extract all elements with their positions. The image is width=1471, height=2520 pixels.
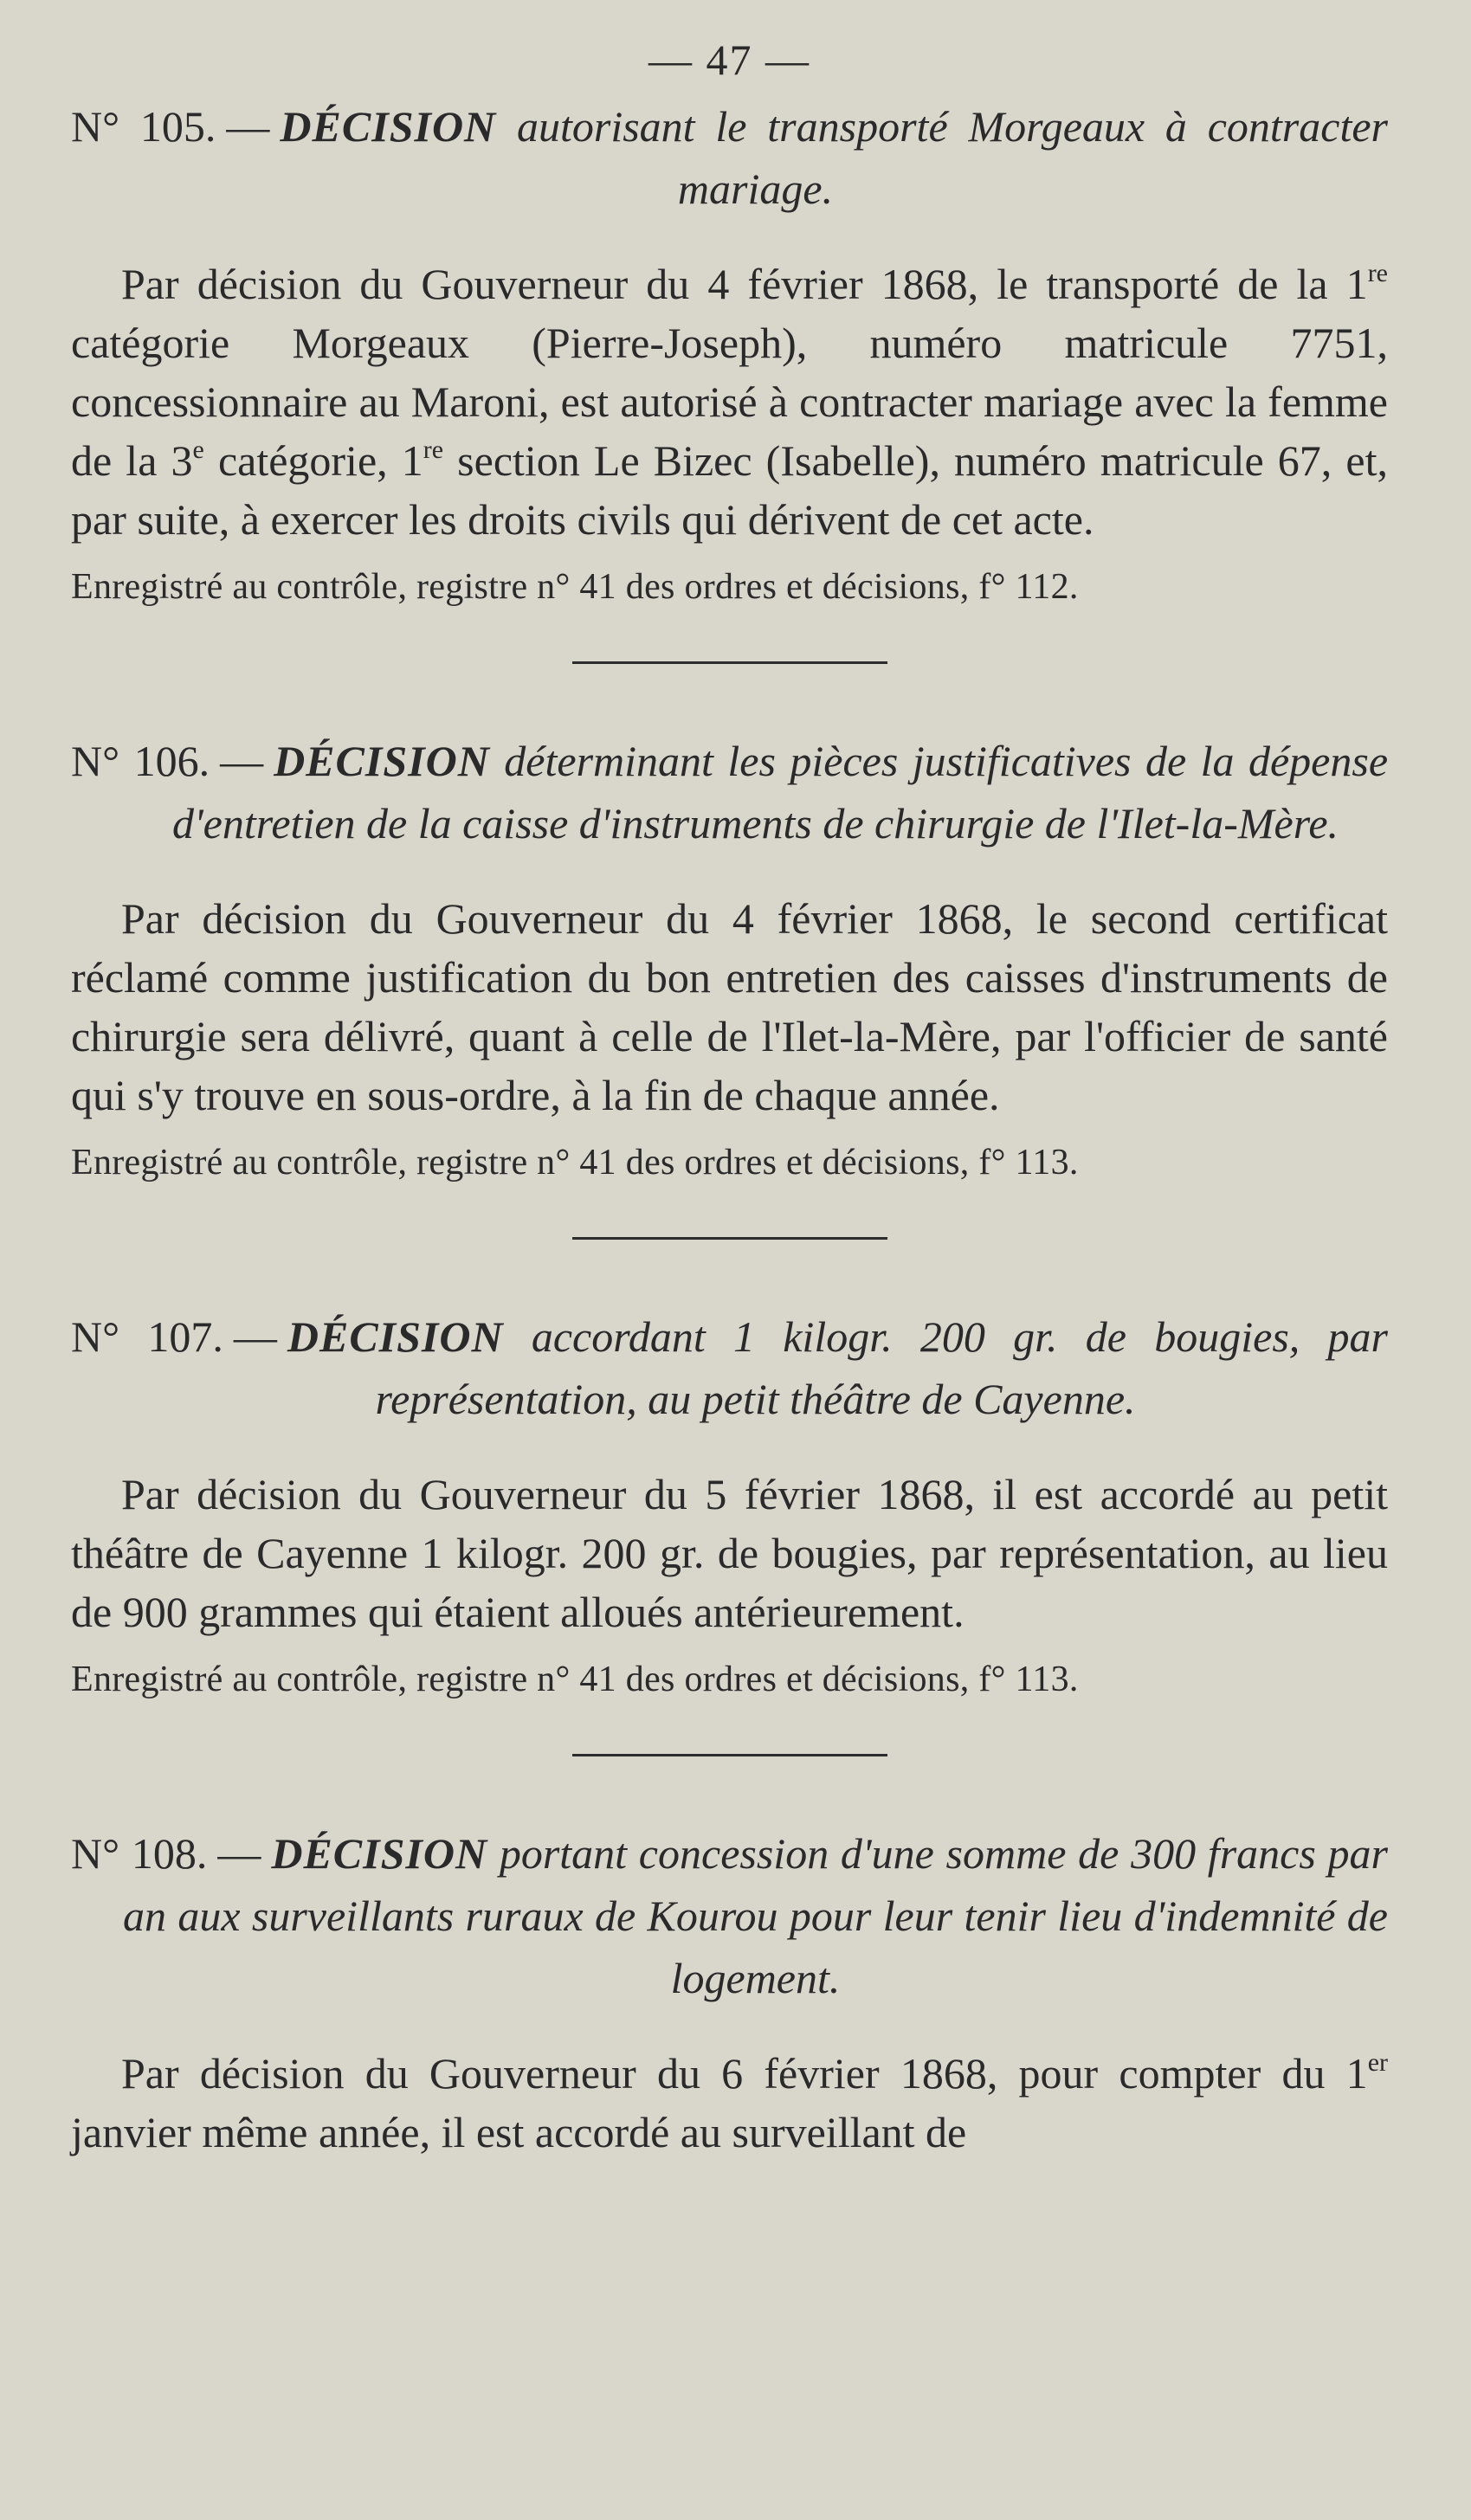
heading-dash: — (226, 102, 270, 151)
entry-105 (71, 95, 1388, 613)
section-divider (572, 661, 887, 664)
superscript: re (423, 435, 444, 464)
registration-note: Enregistré au contrôle, registre n° 41 des ordres et décisions, f° 113. (71, 1143, 1079, 1183)
registration-note: Enregistré au contrôle, registre n° 41 des ordres et décisions, f° 113. (71, 1660, 1079, 1699)
entry-heading (71, 730, 1388, 854)
superscript: er (1367, 2048, 1388, 2077)
entry-number: N° 107. (71, 1312, 223, 1361)
entry-108 (71, 1822, 1388, 2162)
entry-heading (71, 1305, 1388, 1430)
body-text: janvier même année, il est accordé au surveillant de (71, 2108, 967, 2156)
entry-subject: autorisant le transporté Morgeaux à contracter mariage. (516, 102, 1388, 213)
entry-body: Par décision du Gouverneur du 4 février 1868, le second certificat réclamé comme justification du bon entretien des caisses d'instruments de chirurgie sera délivré, quant à celle de l'Ilet-la-Mère, par l'officier de santé qui s'y trouve en sous-ordre, à la fin de chaque année. (71, 894, 1388, 1119)
section-divider (572, 1754, 887, 1756)
entry-body: Par décision du Gouverneur du 5 février 1868, il est accordé au petit théâtre de Cayenne 1 kilogr. 200 gr. de bougies, par représentation, au lieu de 900 grammes qui étaient alloués antérieurement. (71, 1470, 1388, 1636)
decision-label: DÉCISION (287, 1312, 504, 1361)
entry-heading (71, 1822, 1388, 2009)
entry-number: N° 108. (71, 1829, 208, 1878)
section-divider (572, 1237, 887, 1240)
body-text: catégorie, 1 (203, 436, 423, 485)
heading-dash: — (220, 737, 264, 785)
registration-note: Enregistré au contrôle, registre n° 41 des ordres et décisions, f° 112. (71, 567, 1079, 607)
heading-dash: — (233, 1312, 277, 1361)
decision-label: DÉCISION (271, 1829, 488, 1878)
entry-107 (71, 1305, 1388, 1705)
body-text: section Le Bizec (Isabelle), numéro matricule 67, et, par suite, à exercer les droits civils qui dérivent de cet acte. (71, 436, 1388, 544)
entry-subject: portant concession d'une somme de 300 francs par an aux surveillants ruraux de Kourou pour leur tenir lieu d'indemnité de logement. (123, 1829, 1388, 2002)
decision-label: DÉCISION (280, 102, 497, 151)
heading-dash: — (217, 1829, 261, 1878)
superscript: e (192, 435, 204, 464)
entry-106 (71, 730, 1388, 1189)
decision-label: DÉCISION (274, 737, 490, 785)
body-text: Par décision du Gouverneur du 6 février 1868, pour compter du 1 (121, 2049, 1368, 2098)
entry-subject: accordant 1 kilogr. 200 gr. de bougies, par représentation, au petit théâtre de Cayenne. (375, 1312, 1388, 1423)
entry-subject: déterminant les pièces justificatives de la dépense d'entretien de la caisse d'instruments de chirurgie de l'Ilet-la-Mère. (171, 737, 1389, 848)
entry-number: N° 106. (71, 737, 210, 785)
page-number: — 47 — (648, 35, 810, 84)
entry-number: N° 105. (71, 102, 216, 151)
entry-body (71, 2044, 1388, 2162)
body-text: catégorie Morgeaux (Pierre-Joseph), numéro matricule 7751, concessionnaire au Maroni, est autorisé à contracter mariage avec la femme de la 3 (71, 319, 1388, 485)
entry-body (71, 255, 1388, 549)
body-text: Par décision du Gouverneur du 4 février 1868, le transporté de la 1 (121, 260, 1368, 308)
entry-heading (71, 95, 1388, 220)
superscript: re (1367, 259, 1388, 287)
